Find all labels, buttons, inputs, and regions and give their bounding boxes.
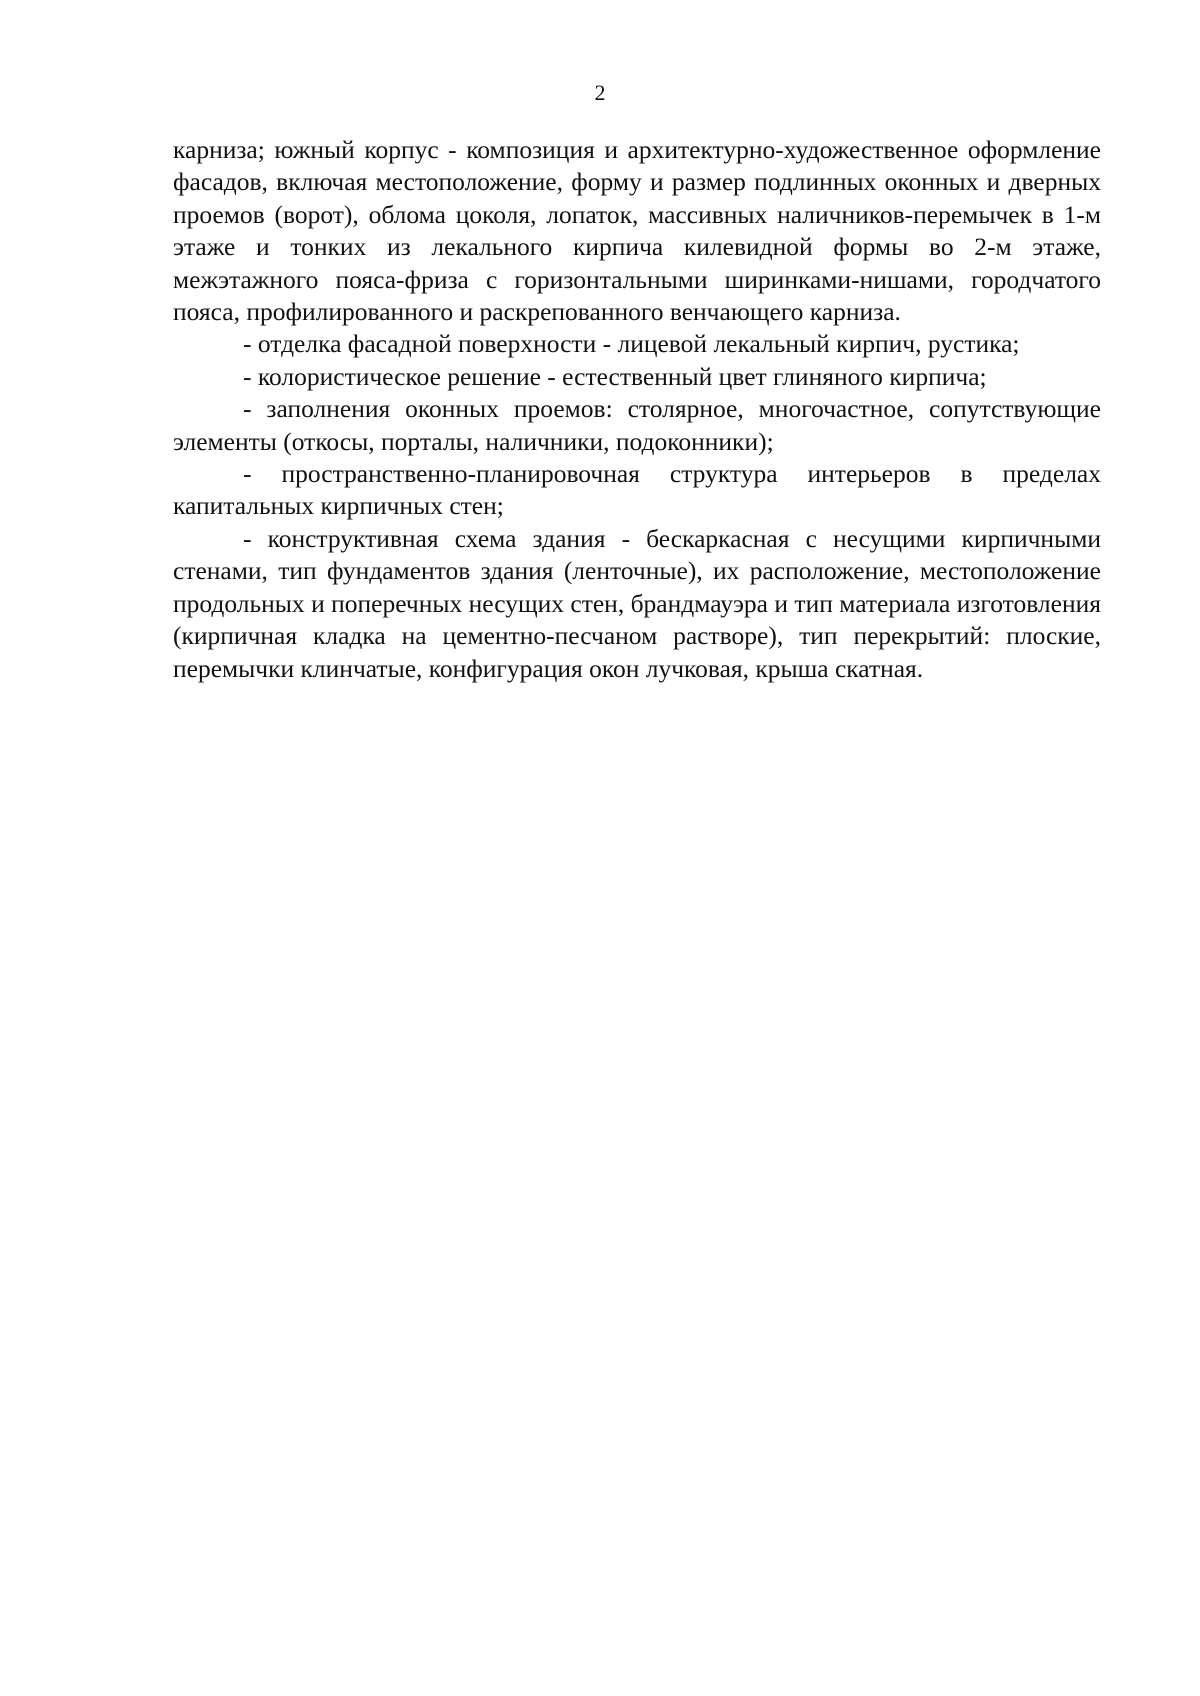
paragraph-1: карниза; южный корпус - композиция и архитектурно-художественное оформление фасадов, включая местоположение, форму и размер подлинных оконных и дверных проемов (ворот), облома цоколя, лопаток, массивных наличников-перемычек в 1-м этаже и тонких из лекального кирпича килевидной формы во 2-м этаже, межэтажного пояса-фриза с горизонтальными ширинками-нишами, городчатого пояса, профилированного и раскрепованного венчающего карниза. (173, 135, 1101, 327)
paragraph-2: - отделка фасадной поверхности - лицевой лекальный кирпич, рустика; (243, 329, 1020, 359)
document-body (173, 134, 1101, 685)
paragraph-4: - заполнения оконных проемов: столярное, многочастное, сопутствующие элементы (откосы, порталы, наличники, подоконники); (173, 394, 1101, 456)
page-number: 2 (594, 80, 606, 105)
paragraph-3: - колористическое решение - естественный цвет глиняного кирпича; (243, 361, 987, 391)
paragraph-6: - конструктивная схема здания - бескаркасная с несущими кирпичными стенами, тип фундаментов здания (ленточные), их расположение, местоположение продольных и поперечных несущих стен, брандмауэра и тип материала изготовления (кирпичная кладка на цементно-песчаном растворе), тип перекрытий: плоские, перемычки клинчатые, конфигурация окон лучковая, крыша скатная. (173, 523, 1101, 683)
paragraph-5: - пространственно-планировочная структура интерьеров в пределах капитальных кирпичных стен; (173, 459, 1101, 521)
